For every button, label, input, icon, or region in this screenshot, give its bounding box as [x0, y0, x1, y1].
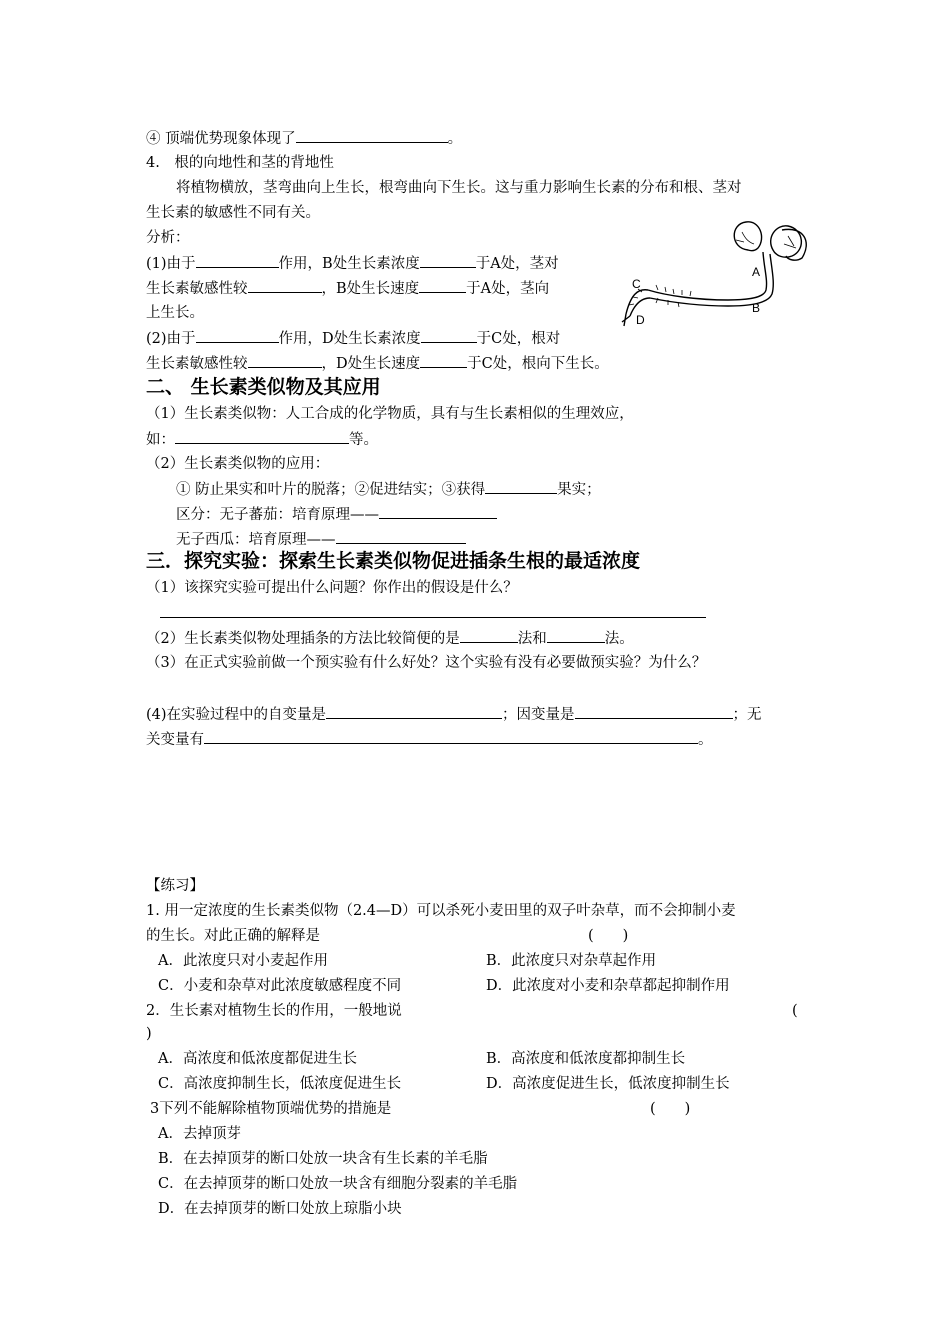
s2-p2: （2）生长素类似物的应用：	[146, 456, 330, 472]
blank[interactable]	[421, 328, 477, 343]
section4-title: 4. 根的向地性和茎的背地性	[146, 155, 334, 171]
para2: 生长素的敏感性不同有关。	[146, 205, 320, 221]
para1: 将植物横放，茎弯曲向上生长，根弯曲向下生长。这与重力影响生长素的分布和根、茎对	[176, 180, 742, 196]
q1-option-b[interactable]: B．此浓度只对杂草起作用	[486, 953, 657, 969]
item4-text: ④ 顶端优势现象体现了	[146, 131, 296, 147]
text: 于A处，茎对	[475, 256, 559, 272]
analysis-2-line1	[146, 328, 560, 349]
text: 果实；	[557, 482, 601, 498]
text: ，B处生长速度	[321, 281, 420, 297]
item4-line	[146, 128, 462, 149]
blank[interactable]	[575, 704, 733, 719]
practice-q1-line2: 的生长。对此正确的解释是	[146, 928, 320, 944]
blank[interactable]	[460, 628, 518, 643]
q1-option-c[interactable]: C．小麦和杂草对此浓度敏感程度不同	[158, 978, 402, 994]
text: 无子西瓜：培育原理——	[176, 532, 336, 548]
q3-option-c[interactable]: C．在去掉顶芽的断口处放一块含有细胞分裂素的羊毛脂	[158, 1176, 518, 1192]
text: 区分：无子蕃茄：培育原理——	[176, 507, 379, 523]
text: （2）生长素类似物处理插条的方法比较简便的是	[146, 631, 460, 647]
s3-q1: （1）该探究实验可提出什么问题？你作出的假设是什么？	[146, 580, 518, 596]
blank[interactable]	[160, 603, 706, 618]
practice-title: 【练习】	[146, 878, 204, 894]
q3-option-a[interactable]: A．去掉顶芽	[158, 1126, 241, 1142]
blank[interactable]	[296, 128, 448, 143]
blank[interactable]	[419, 278, 466, 293]
q2-option-c[interactable]: C．高浓度抑制生长，低浓度促进生长	[158, 1076, 402, 1092]
blank[interactable]	[420, 253, 476, 268]
q1-option-d[interactable]: D．此浓度对小麦和杂草都起抑制作用	[486, 978, 730, 994]
stem	[728, 252, 767, 300]
q2-option-d[interactable]: D．高浓度促进生长，低浓度抑制生长	[486, 1076, 730, 1092]
analysis-2-line2	[146, 353, 609, 374]
section-3-title: 三．探究实验：探索生长素类似物促进插条生根的最适浓度	[146, 550, 641, 572]
blank[interactable]	[336, 529, 466, 544]
blank[interactable]	[379, 504, 497, 519]
q3-option-b[interactable]: B．在去掉顶芽的断口处放一块含有生长素的羊毛脂	[158, 1151, 488, 1167]
s2-p2a	[176, 479, 601, 500]
q1-answer-paren[interactable]: ( )	[588, 928, 629, 944]
leaf-left	[734, 222, 761, 251]
text: 法。	[604, 631, 634, 647]
label-d: D	[636, 313, 645, 327]
text: ① 防止果实和叶片的脱落；②促进结实；③获得	[176, 482, 486, 498]
text: (2)由于	[146, 331, 196, 347]
practice-q2: 2．生长素对植物生长的作用，一般地说	[146, 1003, 402, 1019]
q2-paren-close[interactable]: )	[146, 1026, 152, 1042]
s2-p2b	[176, 504, 497, 525]
text: 作用，B处生长素浓度	[278, 256, 420, 272]
text: ；因变量是	[502, 707, 575, 723]
blank[interactable]	[175, 429, 349, 444]
blank[interactable]	[196, 253, 279, 268]
s3-q1-answer-line[interactable]	[160, 603, 706, 624]
q2-option-b[interactable]: B．高浓度和低浓度都抑制生长	[486, 1051, 686, 1067]
s2-p1b	[146, 429, 378, 450]
practice-q3: 3下列不能解除植物顶端优势的措施是	[150, 1101, 392, 1117]
label-b: B	[752, 301, 761, 315]
text: 如：	[146, 432, 175, 448]
text: 作用，D处生长素浓度	[278, 331, 421, 347]
text: 关变量有	[146, 732, 204, 748]
analysis-label: 分析：	[146, 230, 190, 246]
q1-option-a[interactable]: A．此浓度只对小麦起作用	[158, 953, 328, 969]
label-c: C	[632, 277, 641, 291]
text: ，D处生长速度	[321, 356, 421, 372]
blank[interactable]	[420, 353, 467, 368]
blank[interactable]	[204, 729, 698, 744]
analysis-1-line3: 上生长。	[146, 305, 204, 321]
text: (1)由于	[146, 256, 196, 272]
text: 法和	[517, 631, 547, 647]
text: 于C处，根对	[476, 331, 561, 347]
blank[interactable]	[248, 278, 322, 293]
section-2-title: 二、 生长素类似物及其应用	[146, 376, 381, 398]
item4-end: 。	[447, 131, 463, 147]
blank[interactable]	[326, 704, 502, 719]
horizontal-plant-figure	[618, 218, 818, 333]
blank[interactable]	[485, 479, 557, 494]
s3-q2	[146, 628, 634, 649]
blank[interactable]	[547, 628, 605, 643]
analysis-1-line2	[146, 278, 549, 299]
blank[interactable]	[248, 353, 322, 368]
text: 生长素敏感性较	[146, 356, 248, 372]
text: 于C处，根向下生长。	[467, 356, 609, 372]
s3-q4-line1	[146, 704, 762, 725]
practice-q1-line1: 1. 用一定浓度的生长素类似物（2.4—D）可以杀死小麦田里的双子叶杂草，而不会抑制小麦	[146, 903, 736, 919]
text: 。	[698, 732, 713, 748]
q2-paren-open[interactable]: (	[792, 1003, 798, 1019]
text: ；无	[732, 707, 762, 723]
label-a: A	[752, 265, 761, 279]
analysis-1-line1	[146, 253, 559, 274]
blank[interactable]	[196, 328, 279, 343]
q3-option-d[interactable]: D．在去掉顶芽的断口处放上琼脂小块	[158, 1201, 402, 1217]
text: 生长素敏感性较	[146, 281, 248, 297]
text: (4)在实验过程中的自变量是	[146, 707, 327, 723]
s3-q3: （3）在正式实验前做一个预实验有什么好处？这个实验有没有必要做预实验？为什么？	[146, 655, 707, 671]
s3-q4-line2	[146, 729, 713, 750]
q2-option-a[interactable]: A．高浓度和低浓度都促进生长	[158, 1051, 357, 1067]
s2-p1: （1）生长素类似物：人工合成的化学物质，具有与生长素相似的生理效应，	[146, 406, 634, 422]
text: 等。	[349, 432, 378, 448]
root	[626, 290, 648, 314]
text: 于A处，茎向	[466, 281, 550, 297]
q3-answer-paren[interactable]: ( )	[650, 1101, 691, 1117]
s2-p2c	[176, 529, 466, 550]
